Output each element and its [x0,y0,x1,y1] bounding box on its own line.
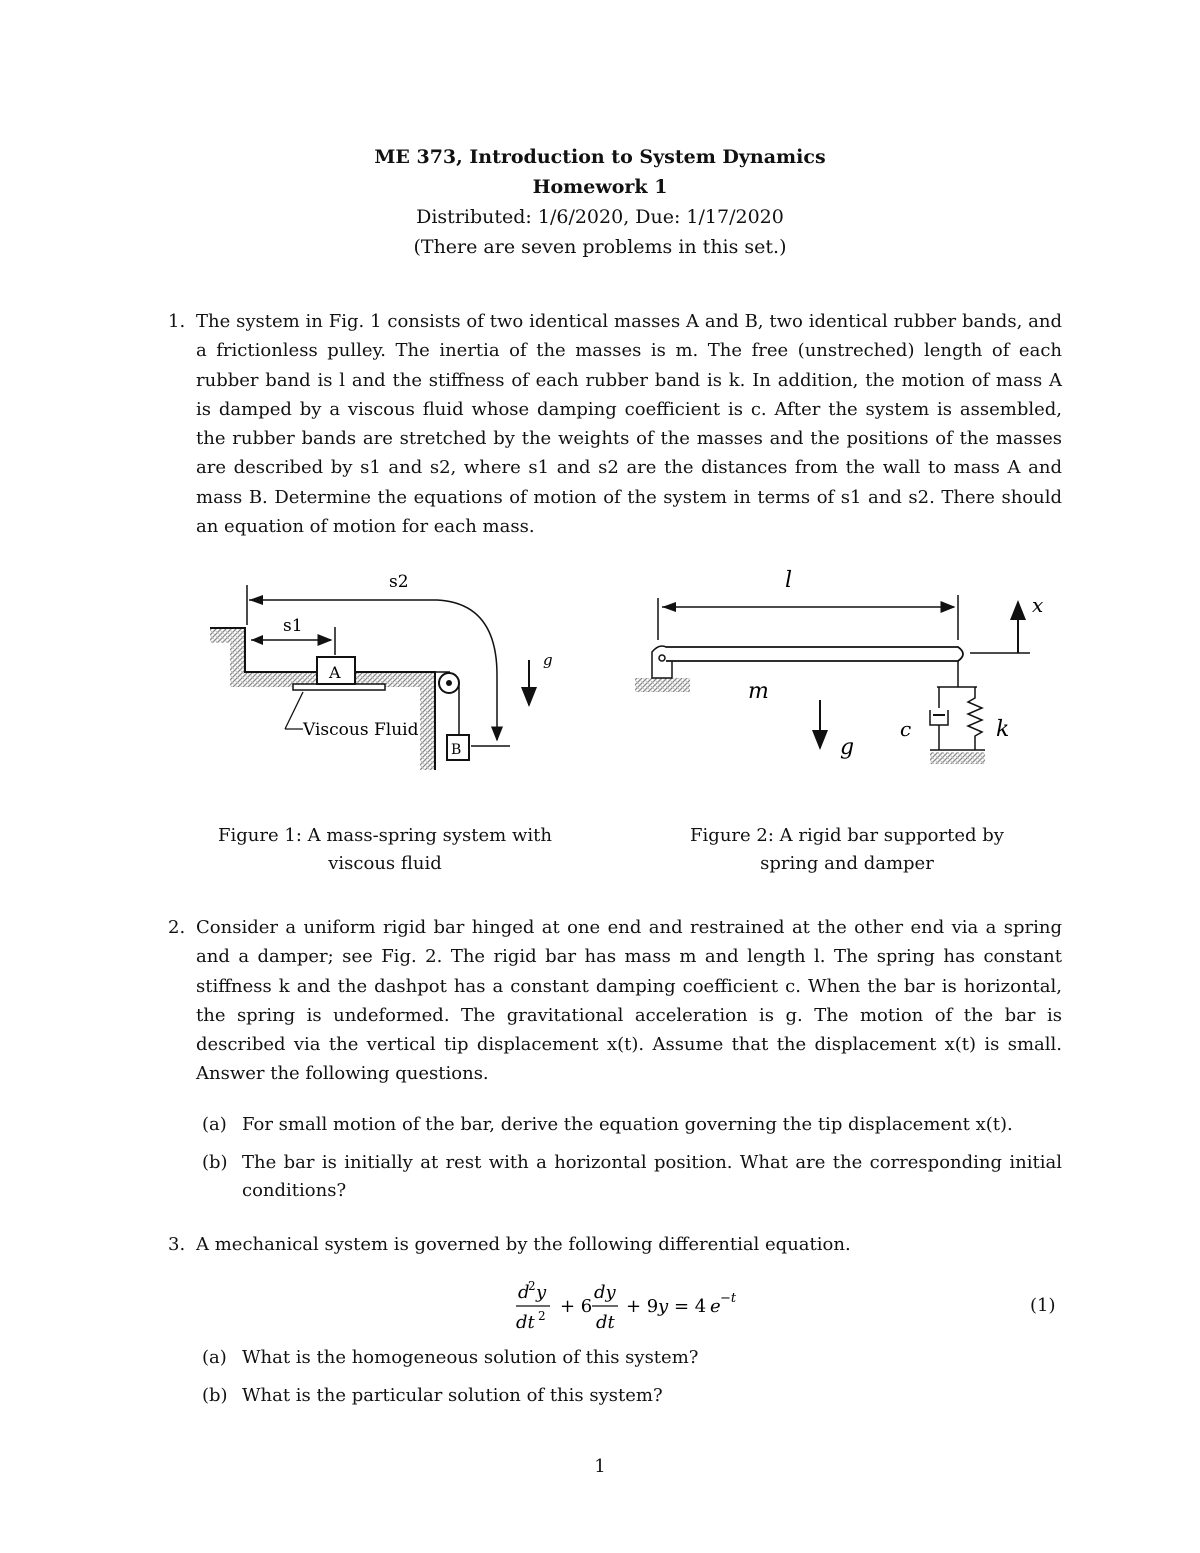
figure1-caption-line1: Figure 1: A mass-spring system with [218,825,552,846]
svg-text:= 4: = 4 [674,1296,707,1317]
label-gravity-1: g [543,651,553,669]
page-number: 1 [594,1456,606,1477]
svg-text:y: y [536,1282,547,1303]
problem2-number: 2. [168,917,186,938]
svg-text:2: 2 [528,1279,536,1293]
svg-text:−t: −t [720,1291,737,1306]
spring-ground [930,752,985,764]
label-viscous-fluid: Viscous Fluid [303,720,419,740]
figure2-caption-line1: Figure 2: A rigid bar supported by [690,825,1004,846]
label-mass-a: A [329,663,341,682]
label-stiffness: k [996,717,1010,742]
problem3-a-text: What is the homogeneous solution of this system? [242,1347,699,1368]
problem2-text: Consider a uniform rigid bar hinged at one end and restrained at the other end via a spring and a damper; see Fig. 2. The rigid bar has mass m and length l. The spring has constant stiffness k and the dashpot has a constant damping coefficient c. When the bar is horizontal, the spring is undeformed. The gravitational acceleration is g. The motion of the bar is described via the vertical tip displacement x(t). Assume that the displacement x(t) is small. Answer the following questions. [196,917,1062,1085]
rigid-bar [666,647,963,661]
problem1-number: 1. [168,311,186,332]
svg-text:d: d [518,1282,530,1303]
label-s2: s2 [389,572,409,592]
problem2-a-text: For small motion of the bar, derive the equation governing the tip displacement x(t). [242,1114,1013,1135]
label-length: l [785,568,793,593]
problem-count-note: (There are seven problems in this set.) [413,236,787,258]
figure2-diagram [630,560,1070,780]
svg-text:2: 2 [538,1309,546,1323]
figure1-diagram [205,565,553,780]
problem2-a-label: (a) [202,1114,227,1135]
svg-text:e: e [710,1296,721,1317]
problem3-b-text: What is the particular solution of this system? [242,1385,663,1406]
differential-equation [510,1278,760,1338]
label-damping: c [900,717,912,741]
spring [968,687,982,750]
svg-text:dt: dt [516,1312,535,1333]
svg-text:+ 9: + 9 [626,1296,659,1317]
figure2-caption [652,822,1042,878]
wall-hatch [210,628,435,770]
hinge-ground [635,678,690,692]
label-s1: s1 [283,616,303,636]
problem2-b-label: (b) [202,1152,228,1173]
svg-text:dt: dt [596,1312,615,1333]
figure1-caption [192,822,578,878]
course-title: ME 373, Introduction to System Dynamics [374,146,826,168]
damper [930,710,948,725]
svg-text:+ 6: + 6 [560,1296,593,1317]
equation-number: (1) [1030,1295,1056,1316]
dates-line: Distributed: 1/6/2020, Due: 1/17/2020 [416,206,784,228]
problem3-number: 3. [168,1234,186,1255]
svg-text:y: y [658,1296,669,1317]
problem3-text: A mechanical system is governed by the following differential equation. [196,1234,851,1255]
label-mass: m [748,679,769,704]
label-gravity-2: g [840,735,855,760]
label-x: x [1032,593,1044,617]
figure2-caption-line2: spring and damper [760,853,934,874]
figure1-caption-line2: viscous fluid [328,853,442,874]
problem3-b-label: (b) [202,1385,228,1406]
svg-text:dy: dy [594,1282,616,1303]
problem2-b-text: The bar is initially at rest with a horizontal position. What are the corresponding initial conditions? [242,1152,1062,1201]
homework-title: Homework 1 [532,176,668,198]
label-mass-b: B [451,742,462,758]
problem3-a-label: (a) [202,1347,227,1368]
problem1-text: The system in Fig. 1 consists of two identical masses A and B, two identical rubber bands, and a frictionless pulley. The inertia of the masses is m. The free (unstreched) length of each rubber band is l and the stiffness of each rubber band is k. In addition, the motion of mass A is damped by a viscous fluid whose damping coefficient is c. After the system is assembled, the rubber bands are stretched by the weights of the masses and the positions of the masses are described by s1 and s2, where s1 and s2 are the distances from the wall to mass A and mass B. Determine the equations of motion of the system in terms of s1 and s2. There should an equation of motion for each mass. [196,311,1062,538]
